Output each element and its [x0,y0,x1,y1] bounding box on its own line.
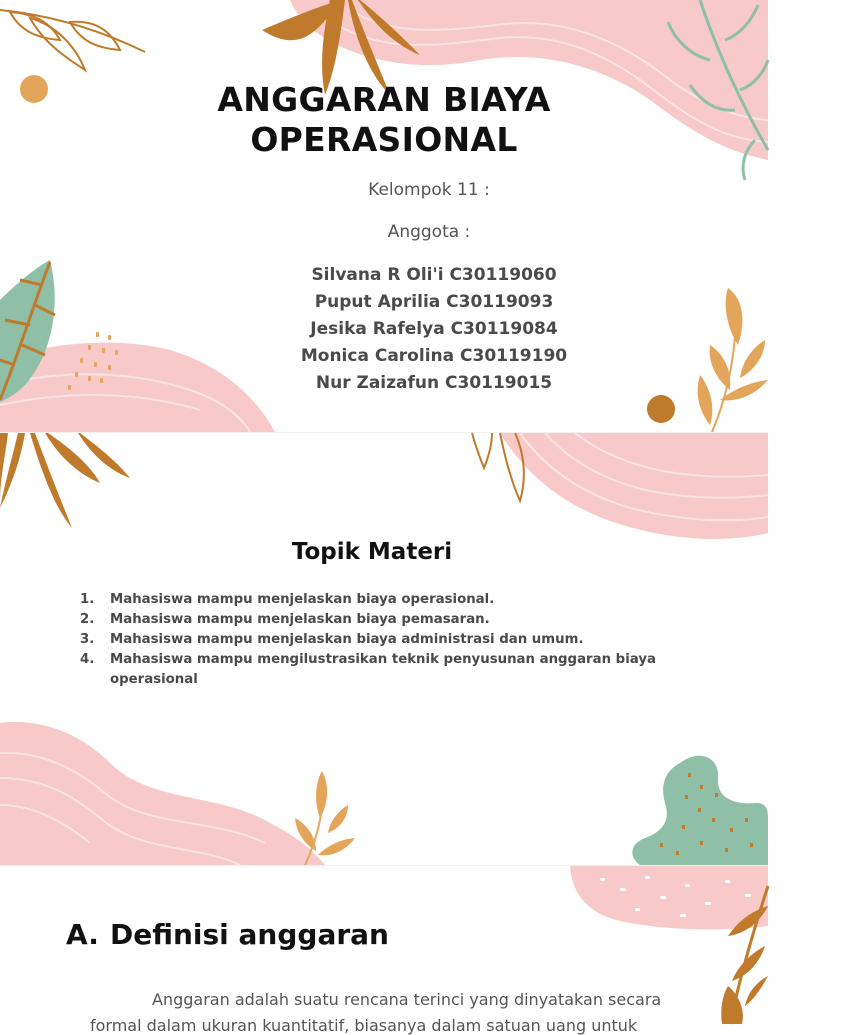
section-letter: A. [66,918,99,951]
title-line-2: OPERASIONAL [250,120,518,159]
list-number: 1. [80,592,95,607]
topics-heading: Topik Materi [291,539,453,565]
slide-title [0,0,768,432]
body-text-line: formal dalam ukuran kuantitatif, biasanya dalam satuan uang untuk [90,1016,638,1035]
list-text: Mahasiswa mampu menjelaskan biaya pemasaran. [110,612,490,627]
presentation-title [0,80,768,160]
slide-definition [0,866,768,1035]
member-item: Puput Aprilia C30119093 [314,292,554,312]
list-item [80,630,700,650]
list-number: 4. [80,652,95,667]
title-line-1: ANGGARAN BIAYA [217,80,551,119]
section-title: Definisi anggaran [110,918,389,951]
list-item [80,590,700,610]
member-item: Nur Zaizafun C30119015 [315,373,553,393]
member-item: Jesika Rafelya C30119084 [310,319,558,339]
list-text: Mahasiswa mampu mengilustrasikan teknik penyusunan anggaran biaya operasional [110,652,656,687]
group-label: Kelompok 11 : [368,180,490,200]
slide-topics [0,433,768,865]
list-number: 3. [80,632,95,647]
member-item: Monica Carolina C30119190 [300,346,568,366]
member-list [0,262,868,397]
list-item [80,650,700,690]
members-label: Anggota : [387,222,471,242]
list-text: Mahasiswa mampu menjelaskan biaya administrasi dan umum. [110,632,584,647]
list-item [80,610,700,630]
list-text: Mahasiswa mampu menjelaskan biaya operasional. [110,592,495,607]
body-text-line: Anggaran adalah suatu rencana terinci yang dinyatakan secara [152,990,662,1009]
list-number: 2. [80,612,95,627]
topics-list [80,590,700,690]
member-item: Silvana R Oli'i C30119060 [311,265,557,285]
